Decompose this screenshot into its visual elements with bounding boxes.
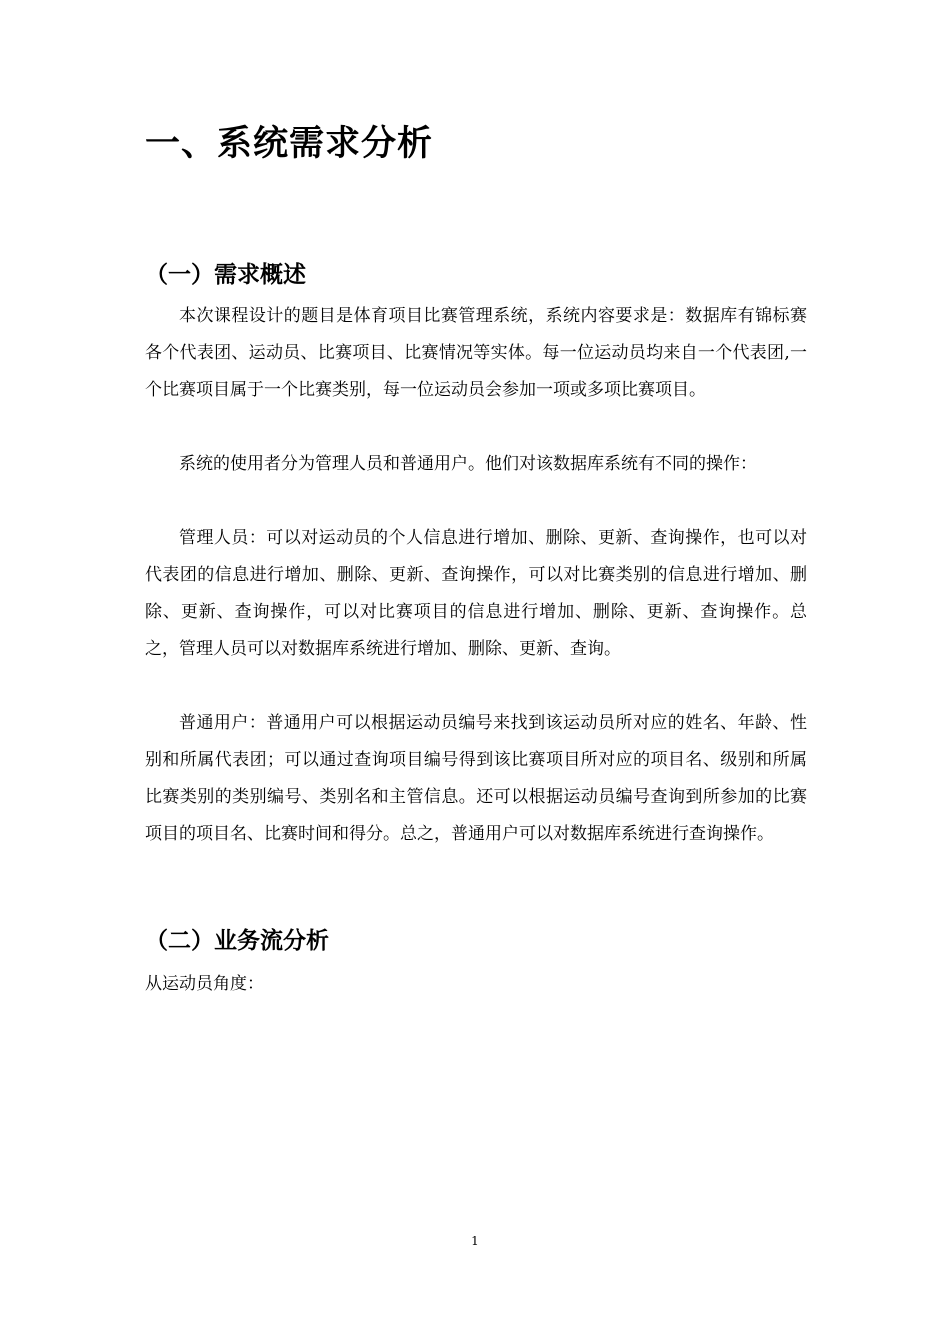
- paragraph-regular-user-operations: 普通用户：普通用户可以根据运动员编号来找到该运动员所对应的姓名、年龄、性别和所属代表团；可以通过查询项目编号得到该比赛项目所对应的项目名、级别和所属比赛类别的类别编号、类别名和主管信息。还可以根据运动员编号查询到所参加的比赛项目的项目名、比赛时间和得分。总之，普通用户可以对数据库系统进行查询操作。: [145, 713, 807, 844]
- section-heading-business-flow-analysis: （二）业务流分析: [145, 927, 329, 954]
- paragraph-project-description: 本次课程设计的题目是体育项目比赛管理系统，系统内容要求是：数据库有锦标赛各个代表团、运动员、比赛项目、比赛情况等实体。每一位运动员均来自一个代表团,一个比赛项目属于一个比赛类别，每一位运动员会参加一项或多项比赛项目。: [145, 306, 807, 400]
- paragraph-system-users: 系统的使用者分为管理人员和普通用户。他们对该数据库系统有不同的操作：: [179, 454, 757, 474]
- athlete-perspective-label: 从运动员角度：: [145, 974, 264, 994]
- page-number: 1: [471, 1234, 479, 1248]
- section-heading-requirements-overview: （一）需求概述: [145, 261, 306, 288]
- paragraph-administrator-operations: 管理人员：可以对运动员的个人信息进行增加、删除、更新、查询操作，也可以对代表团的信息进行增加、删除、更新、查询操作，可以对比赛类别的信息进行增加、删除、更新、查询操作，可以对比赛项目的信息进行增加、删除、更新、查询操作。总之，管理人员可以对数据库系统进行增加、删除、更新、查询。: [145, 528, 807, 659]
- chapter-title: 一、系统需求分析: [145, 123, 434, 164]
